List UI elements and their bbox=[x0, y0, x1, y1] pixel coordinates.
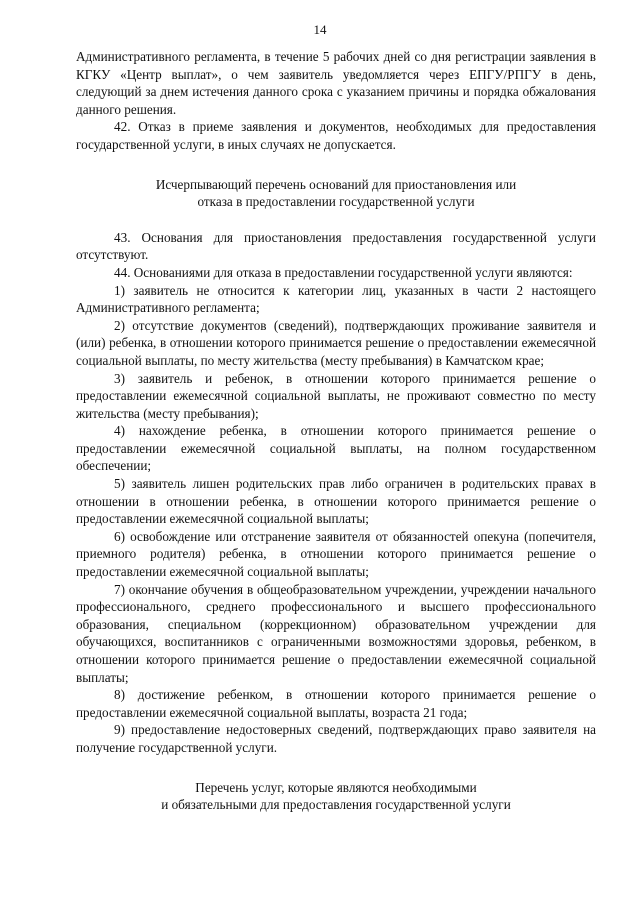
list-item-4: 4) нахождение ребенка, в отношении которого принимается решение о предоставлении ежемесячной социальной выплаты, на полном государственном обеспечении; bbox=[76, 423, 596, 474]
paragraph-continuation: Административного регламента, в течение 5 рабочих дней со дня регистрации заявления в КГКУ «Центр выплат», о чем заявитель уведомляется через ЕПГУ/РПГУ в день, следующий за днем истечения данного срока с указанием причины и порядка обжалования данного решения. bbox=[76, 49, 596, 117]
paragraph-44: 44. Основаниями для отказа в предоставлении государственной услуги являются: bbox=[114, 264, 573, 280]
list-item-3: 3) заявитель и ребенок, в отношении которого принимается решение о предоставлении ежемесячной социальной выплаты, не проживают совместно по месту жительства (месту пребывания); bbox=[76, 370, 596, 421]
paragraph-42: 42. Отказ в приеме заявления и документов, необходимых для предоставления государственной услуги, в иных случаях не допускается. bbox=[76, 119, 596, 152]
paragraph-43: 43. Основания для приостановления предоставления государственной услуги отсутствуют. bbox=[76, 229, 596, 263]
spacer bbox=[76, 211, 596, 229]
spacer bbox=[76, 757, 596, 779]
section-heading-line: и обязательными для предоставления государственной услуги bbox=[161, 797, 511, 813]
list-item-9: 9) предоставление недостоверных сведений, подтверждающих право заявителя на получение государственной услуги. bbox=[76, 722, 596, 755]
list-item-2: 2) отсутствие документов (сведений), подтверждающих проживание заявителя и (или) ребенка, в отношении которого принимается решение о предоставлении ежемесячной социальной выплаты, по месту жительства (месту пребывания) в Камчатском крае; bbox=[76, 317, 596, 368]
section-heading-line: Перечень услуг, которые являются необходимыми bbox=[195, 779, 477, 795]
list-item-1: 1) заявитель не относится к категории лиц, указанных в части 2 настоящего Административного регламента; bbox=[76, 282, 596, 316]
list-item-5: 5) заявитель лишен родительских прав либо ограничен в родительских правах в отношении в отношении ребенка, в отношении которого принимается решение о предоставлении ежемесячной социальной выплаты; bbox=[76, 476, 596, 527]
section-heading-line: отказа в предоставлении государственной услуги bbox=[197, 194, 475, 210]
list-item-7: 7) окончание обучения в общеобразовательном учреждении, учреждении начального профессионального, среднего профессионального и высшего профессионального образования, специальном (коррекционном) образовательном учреждении для обучающихся, воспитанников с ограниченными возможностями здоровья, ребенком, в отношении которого принимается решение о предоставлении ежемесячной социальной выплаты; bbox=[76, 581, 596, 685]
page-number: 14 bbox=[313, 22, 327, 37]
list-item-8: 8) достижение ребенком, в отношении которого принимается решение о предоставлении ежемесячной социальной выплаты, возраста 21 года; bbox=[76, 687, 596, 720]
list-item-6: 6) освобождение или отстранение заявителя от обязанностей опекуна (попечителя, приемного родителя) ребенка, в отношении которого принимается решение о предоставлении ежемесячной социальной выплаты; bbox=[76, 528, 596, 580]
document-body bbox=[76, 48, 596, 814]
spacer bbox=[76, 154, 596, 176]
section-heading-line: Исчерпывающий перечень оснований для приостановления или bbox=[155, 176, 517, 192]
